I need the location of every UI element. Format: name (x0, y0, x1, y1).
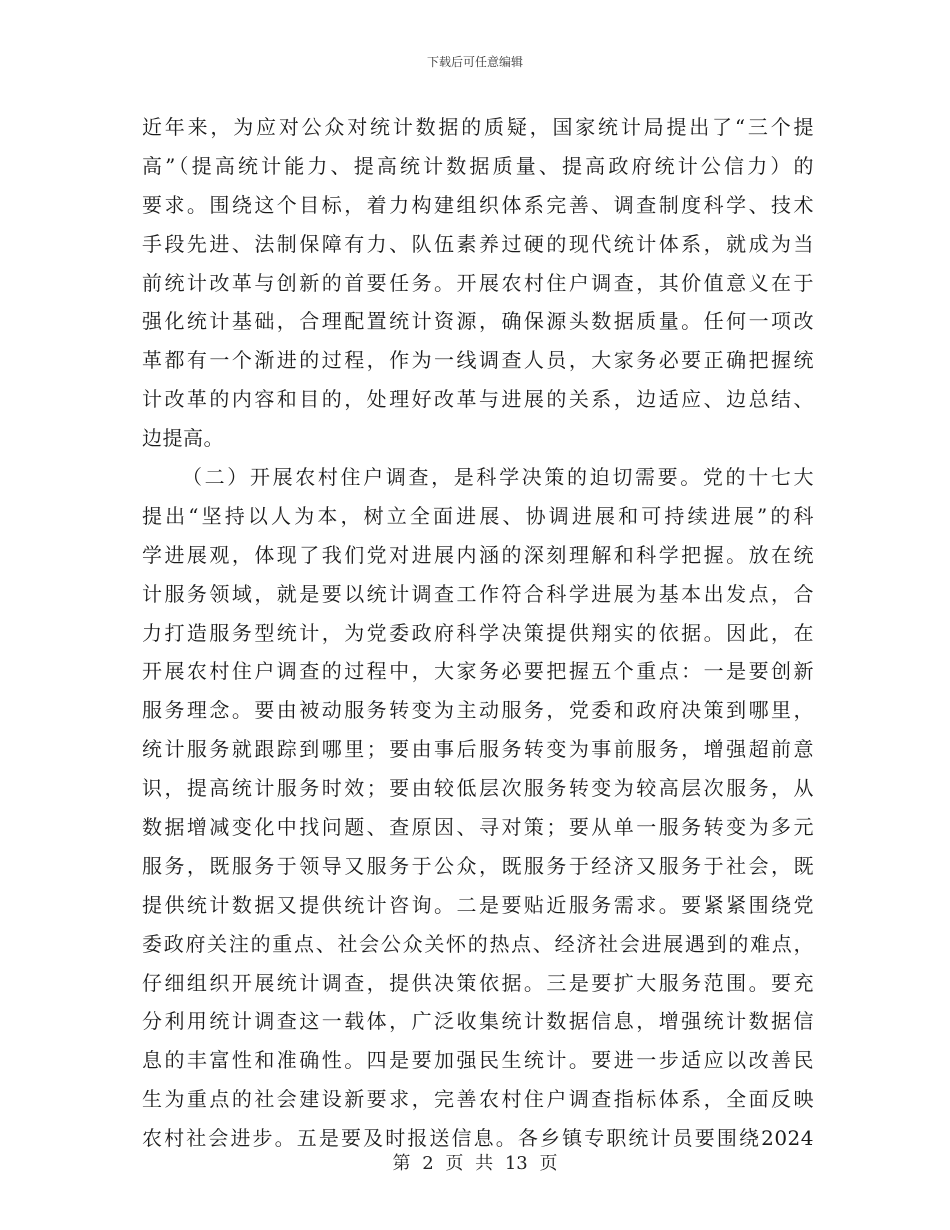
page-header: 下载后可任意编辑 (426, 55, 523, 69)
paragraph-2-line: 计服务领域，就是要以统计调查工作符合科学进展为基本出发点，合 (142, 581, 814, 606)
paragraph-1-line: 高”（提高统计能力、提高统计数据质量、提高政府统计公信力）的 (142, 153, 814, 178)
paragraph-1-line: 前统计改革与创新的首要任务。开展农村住户调查，其价值意义在于 (142, 270, 814, 295)
paragraph-2-line: 识，提高统计服务时效；要由较低层次服务转变为较高层次服务，从 (142, 776, 814, 801)
paragraph-2-line: 仔细组织开展统计调查，提供决策依据。三是要扩大服务范围。要充 (142, 970, 814, 995)
paragraph-2-line: 开展农村住户调查的过程中，大家务必要把握五个重点：一是要创新 (142, 659, 814, 684)
document-body (142, 108, 814, 1158)
paragraph-2-line: （二）开展农村住户调查，是科学决策的迫切需要。党的十七大 (182, 465, 814, 490)
paragraph-1-line: 边提高。 (142, 426, 224, 451)
paragraph-2-line: 提供统计数据又提供统计咨询。二是要贴近服务需求。要紧紧围绕党 (142, 892, 814, 917)
paragraph-2-line: 数据增减变化中找问题、查原因、寻对策；要从单一服务转变为多元 (142, 815, 814, 840)
paragraph-2-line: 生为重点的社会建设新要求，完善农村住户调查指标体系，全面反映 (142, 1087, 814, 1112)
page-number-footer: 第 2 页 共 13 页 (392, 1153, 558, 1174)
paragraph-1-line: 手段先进、法制保障有力、队伍素养过硬的现代统计体系，就成为当 (142, 231, 814, 256)
paragraph-1-line: 革都有一个渐进的过程，作为一线调查人员，大家务必要正确把握统 (142, 348, 814, 373)
paragraph-2-line: 学进展观，体现了我们党对进展内涵的深刻理解和科学把握。放在统 (142, 542, 814, 567)
paragraph-2-line: 服务，既服务于领导又服务于公众，既服务于经济又服务于社会，既 (142, 853, 814, 878)
paragraph-2-line: 农村社会进步。五是要及时报送信息。各乡镇专职统计员要围绕2024 (142, 1126, 814, 1151)
paragraph-1-line: 强化统计基础，合理配置统计资源，确保源头数据质量。任何一项改 (142, 309, 814, 334)
paragraph-2-line: 委政府关注的重点、社会公众关怀的热点、经济社会进展遇到的难点， (142, 931, 814, 956)
paragraph-2-line: 提出“坚持以人为本，树立全面进展、协调进展和可持续进展”的科 (142, 503, 814, 528)
paragraph-2-line: 服务理念。要由被动服务转变为主动服务，党委和政府决策到哪里， (142, 698, 814, 723)
paragraph-1-line: 近年来，为应对公众对统计数据的质疑，国家统计局提出了“三个提 (142, 115, 814, 139)
paragraph-2-line: 统计服务就跟踪到哪里；要由事后服务转变为事前服务，增强超前意 (142, 737, 814, 762)
paragraph-2-line: 分利用统计调查这一载体，广泛收集统计数据信息，增强统计数据信 (142, 1009, 814, 1034)
paragraph-2-line: 息的丰富性和准确性。四是要加强民生统计。要进一步适应以改善民 (142, 1048, 814, 1073)
paragraph-1-line: 计改革的内容和目的，处理好改革与进展的关系，边适应、边总结、 (142, 387, 814, 412)
paragraph-2-line: 力打造服务型统计，为党委政府科学决策提供翔实的依据。因此，在 (142, 620, 814, 645)
paragraph-1-line: 要求。围绕这个目标，着力构建组织体系完善、调查制度科学、技术 (142, 192, 814, 217)
